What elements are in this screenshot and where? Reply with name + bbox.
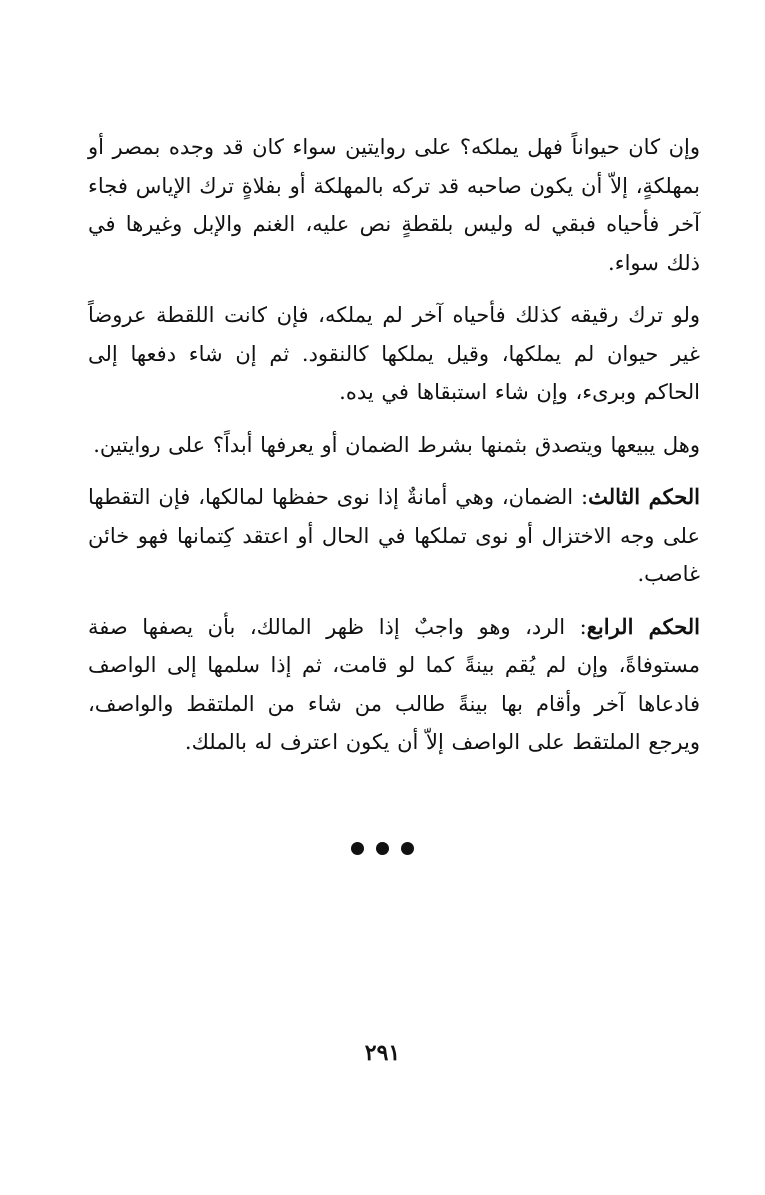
separator-dot-icon [401, 842, 414, 855]
separator-dot-icon [351, 842, 364, 855]
separator-dot-icon [376, 842, 389, 855]
page-number: ٢٩١ [364, 1040, 401, 1066]
page-body [88, 128, 700, 776]
paragraph-4-text: : الضمان، وهي أمانةٌ إذا نوى حفظها لمالكها، فإن التقطها على وجه الاختزال أو نوى تملكها في الحال أو اعتقد كِتمانها فهو خائن غاصب. [88, 485, 700, 586]
paragraph-5-heading: الحكم الرابع [586, 613, 700, 639]
paragraph-3 [88, 426, 700, 465]
paragraph-4-heading: الحكم الثالث [588, 484, 700, 509]
paragraph-5-text: : الرد، وهو واجبٌ إذا ظهر المالك، بأن يصفها صفة مستوفاةً، وإن لم يُقم بينةً كما لو قامت، ثم إذا سلمها إلى الواصف فادعاها آخر وأقام بها بينةً طالب من شاء من الملتقط والواصف، ويرجع الملتقط على الواصف إلاّ أن يكون اعترف له بالملك. [88, 614, 700, 754]
paragraph-2 [88, 296, 700, 412]
paragraph-2-text: ولو ترك رقيقه كذلك فأحياه آخر لم يملكه، فإن كانت اللقطة عروضاً غير حيوان لم يملكها، وقيل يملكها كالنقود. ثم إن شاء دفعها إلى الحاكم وبرىء، وإن شاء استبقاها في يده. [88, 303, 700, 404]
section-separator [0, 836, 765, 861]
paragraph-1 [88, 128, 700, 282]
paragraph-4 [88, 478, 700, 594]
paragraph-5 [88, 608, 700, 762]
paragraph-1-text: وإن كان حيواناً فهل يملكه؟ على روايتين سواء كان قد وجده بمصر أو بمهلكةٍ، إلاّ أن يكون صاحبه قد تركه بالمهلكة أو بفلاةٍ ترك الإياس فجاء آخر فأحياه فبقي له وليس بلقطةٍ نص عليه، الغنم والإبل وغيرها في ذلك سواء. [88, 135, 700, 275]
paragraph-3-text: وهل يبيعها ويتصدق بثمنها بشرط الضمان أو يعرفها أبداً؟ على روايتين. [93, 432, 700, 457]
